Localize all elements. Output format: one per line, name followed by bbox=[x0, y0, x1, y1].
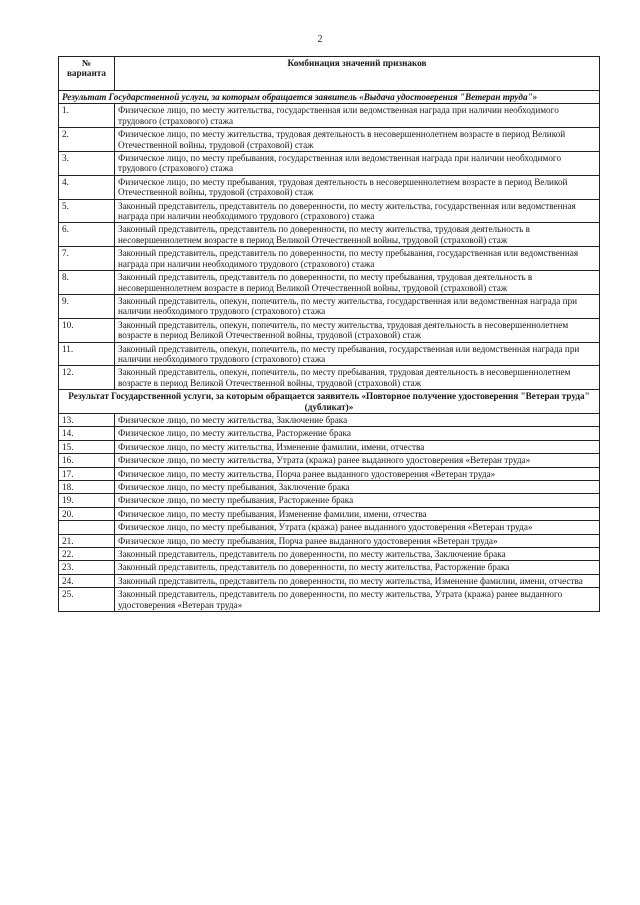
variant-combination: Физическое лицо, по месту жительства, государственная или ведомственная награда при наличии необходимого трудового (страхового) стажа bbox=[115, 104, 600, 128]
variant-combination: Физическое лицо, по месту жительства, Порча ранее выданного удостоверения «Ветеран труда» bbox=[115, 467, 600, 480]
variant-combination: Законный представитель, опекун, попечитель, по месту пребывания, трудовая деятельность в несовершеннолетнем возрасте в период Великой Отечественной войны, трудовой (страховой) стаж bbox=[115, 366, 600, 390]
variant-combination: Физическое лицо, по месту пребывания, Утрата (кража) ранее выданного удостоверения «Ветеран труда» bbox=[115, 521, 600, 534]
variant-number: 16. bbox=[59, 454, 115, 467]
variant-number: 12. bbox=[59, 366, 115, 390]
variant-number: 21. bbox=[59, 534, 115, 547]
section-heading-duplicate bbox=[59, 390, 600, 414]
header-combination: Комбинация значений признаков bbox=[115, 57, 600, 91]
table-row bbox=[59, 366, 600, 390]
table-row bbox=[59, 318, 600, 342]
variant-number: 24. bbox=[59, 574, 115, 587]
variant-number: 23. bbox=[59, 561, 115, 574]
table-row bbox=[59, 342, 600, 366]
table-row bbox=[59, 413, 600, 426]
table-row bbox=[59, 247, 600, 271]
table-row bbox=[59, 223, 600, 247]
page-number: 2 bbox=[317, 34, 323, 45]
variant-combination: Законный представитель, представитель по доверенности, по месту жительства, Заключение брака bbox=[115, 548, 600, 561]
variant-number: 18. bbox=[59, 481, 115, 494]
table-row bbox=[59, 454, 600, 467]
variant-combination: Физическое лицо, по месту жительства, Изменение фамилии, имени, отчества bbox=[115, 440, 600, 453]
variant-combination: Физическое лицо, по месту жительства, Заключение брака bbox=[115, 413, 600, 426]
table-row bbox=[59, 561, 600, 574]
table-row bbox=[59, 294, 600, 318]
table-row bbox=[59, 427, 600, 440]
variant-number: 6. bbox=[59, 223, 115, 247]
table-row bbox=[59, 467, 600, 480]
variant-number: 7. bbox=[59, 247, 115, 271]
table-row bbox=[59, 104, 600, 128]
variant-combination: Законный представитель, представитель по доверенности, по месту жительства, трудовая деятельность в несовершеннолетнем возрасте в период Великой Отечественной войны, трудовой (страховой) стаж bbox=[115, 223, 600, 247]
variant-number: 2. bbox=[59, 128, 115, 152]
variant-combination: Физическое лицо, по месту жительства, трудовая деятельность в несовершеннолетнем возрасте в период Великой Отечественной войны, трудовой (страховой) стаж bbox=[115, 128, 600, 152]
variant-number: 25. bbox=[59, 588, 115, 612]
table-row bbox=[59, 588, 600, 612]
table-row bbox=[59, 175, 600, 199]
variant-number: 8. bbox=[59, 271, 115, 295]
variant-combination: Физическое лицо, по месту пребывания, Заключение брака bbox=[115, 481, 600, 494]
variant-combination: Законный представитель, представитель по доверенности, по месту жительства, Утрата (кража) ранее выданного удостоверения «Ветеран труда» bbox=[115, 588, 600, 612]
table-row bbox=[59, 440, 600, 453]
variant-combination: Законный представитель, опекун, попечитель, по месту жительства, трудовая деятельность в несовершеннолетнем возрасте в период Великой Отечественной войны, трудовой (страховой) стаж bbox=[115, 318, 600, 342]
variants-table bbox=[58, 56, 600, 612]
variant-combination: Физическое лицо, по месту пребывания, Расторжение брака bbox=[115, 494, 600, 507]
variant-combination: Законный представитель, опекун, попечитель, по месту жительства, государственная или ведомственная награда при наличии необходимого трудового (страхового) стажа bbox=[115, 294, 600, 318]
table-row bbox=[59, 199, 600, 223]
table-row bbox=[59, 481, 600, 494]
variant-combination: Законный представитель, представитель по доверенности, по месту жительства, государственная или ведомственная награда при наличии необходимого трудового (страхового) стажа bbox=[115, 199, 600, 223]
variant-combination: Физическое лицо, по месту пребывания, Порча ранее выданного удостоверения «Ветеран труда» bbox=[115, 534, 600, 547]
variant-number: 4. bbox=[59, 175, 115, 199]
variant-number: 11. bbox=[59, 342, 115, 366]
variant-number: 10. bbox=[59, 318, 115, 342]
variant-combination: Законный представитель, представитель по доверенности, по месту жительства, Изменение фамилии, имени, отчества bbox=[115, 574, 600, 587]
variant-combination: Законный представитель, представитель по доверенности, по месту пребывания, трудовая деятельность в несовершеннолетнем возрасте в период Великой Отечественной войны, трудовой (страховой) стаж bbox=[115, 271, 600, 295]
variant-number: 9. bbox=[59, 294, 115, 318]
table-row bbox=[59, 152, 600, 176]
variant-number: 22. bbox=[59, 548, 115, 561]
variant-number: 14. bbox=[59, 427, 115, 440]
table-row bbox=[59, 128, 600, 152]
table-row bbox=[59, 271, 600, 295]
variant-number bbox=[59, 521, 115, 534]
variant-combination: Физическое лицо, по месту жительства, Расторжение брака bbox=[115, 427, 600, 440]
table-row bbox=[59, 574, 600, 587]
variant-combination: Физическое лицо, по месту жительства, Утрата (кража) ранее выданного удостоверения «Ветеран труда» bbox=[115, 454, 600, 467]
section-title: Результат Государственной услуги, за которым обращается заявитель «Выдача удостоверения "Ветеран труда"» bbox=[59, 91, 600, 104]
table-row bbox=[59, 534, 600, 547]
variant-number: 13. bbox=[59, 413, 115, 426]
variant-combination: Законный представитель, представитель по доверенности, по месту пребывания, государственная или ведомственная награда при наличии необходимого трудового (страхового) стажа bbox=[115, 247, 600, 271]
table-row bbox=[59, 507, 600, 520]
variant-combination: Законный представитель, представитель по доверенности, по месту жительства, Расторжение брака bbox=[115, 561, 600, 574]
variant-number: 17. bbox=[59, 467, 115, 480]
table-row bbox=[59, 494, 600, 507]
table-row bbox=[59, 521, 600, 534]
variant-combination: Физическое лицо, по месту пребывания, трудовая деятельность в несовершеннолетнем возрасте в период Великой Отечественной войны, трудовой (страховой) стаж bbox=[115, 175, 600, 199]
header-variant-number: № варианта bbox=[59, 57, 115, 91]
section-title: Результат Государственной услуги, за которым обращается заявитель «Повторное получение удостоверения "Ветеран труда" (дубликат)» bbox=[59, 390, 600, 414]
table-row bbox=[59, 548, 600, 561]
variant-number: 1. bbox=[59, 104, 115, 128]
variant-number: 3. bbox=[59, 152, 115, 176]
variant-number: 5. bbox=[59, 199, 115, 223]
variant-number: 20. bbox=[59, 507, 115, 520]
variant-number: 15. bbox=[59, 440, 115, 453]
table-header-row bbox=[59, 57, 600, 91]
variant-combination: Физическое лицо, по месту пребывания, государственная или ведомственная награда при наличии необходимого трудового (страхового) стажа bbox=[115, 152, 600, 176]
section-heading-issue bbox=[59, 91, 600, 104]
variant-combination: Физическое лицо, по месту пребывания, Изменение фамилии, имени, отчества bbox=[115, 507, 600, 520]
variant-number: 19. bbox=[59, 494, 115, 507]
variant-combination: Законный представитель, опекун, попечитель, по месту пребывания, государственная или ведомственная награда при наличии необходимого трудового (страхового) стажа bbox=[115, 342, 600, 366]
